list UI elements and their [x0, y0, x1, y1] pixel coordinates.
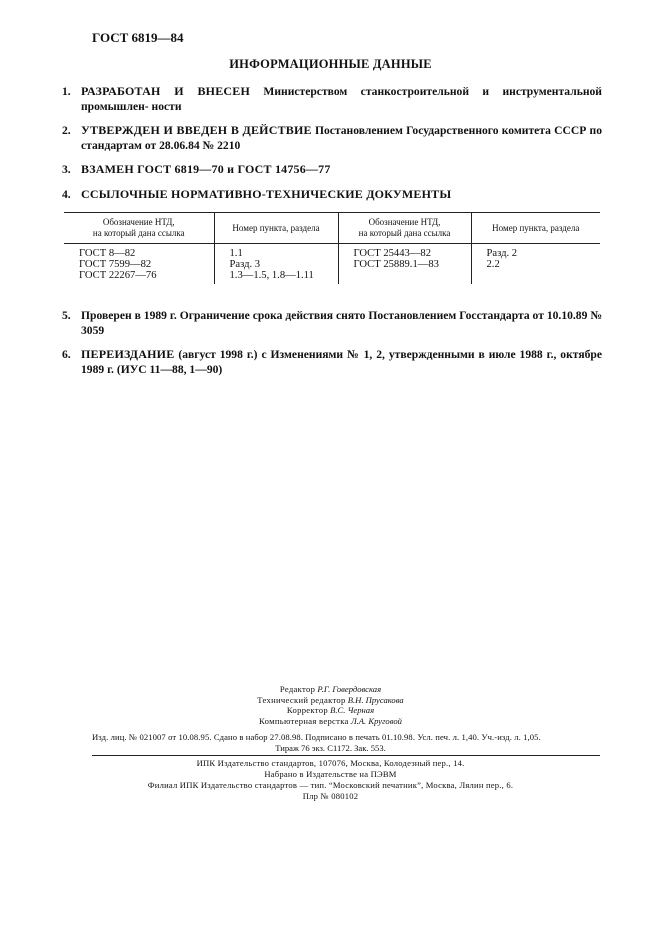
document-ref: ГОСТ 25443—82: [353, 248, 431, 259]
info-item-4: [62, 187, 602, 202]
info-item-2: [62, 123, 602, 153]
header-line: Обозначение НТД,: [368, 217, 441, 227]
reference-documents-table: [64, 212, 600, 284]
publication-details: Изд. лиц. № 021007 от 10.08.95. Сдано в набор 27.08.98. Подписано в печать 01.10.98. Усл. печ. л. 1,40. Уч.-изд. л. 1,05.: [92, 732, 541, 742]
editorial-credits: [0, 684, 661, 726]
column-header-document: [64, 213, 214, 244]
clause-ref: 1.3—1.5, 1.8—1.11: [229, 270, 314, 281]
divider: [92, 755, 600, 756]
info-item-1: [62, 84, 602, 114]
item-number: 1.: [62, 85, 71, 98]
credit-line: [0, 705, 661, 716]
item-lead: ПЕРЕИЗДАНИЕ: [81, 347, 175, 361]
document-ref: ГОСТ 7599—82: [79, 259, 152, 270]
info-item-3: [62, 162, 602, 177]
clause-cell: [471, 244, 600, 285]
header-line: на который дана ссылка: [92, 228, 185, 238]
credit-line: [0, 684, 661, 695]
column-header-clause: Номер пункта, раздела: [214, 213, 338, 244]
info-item-6: [62, 347, 602, 377]
item-text: (август 1998 г.) с Изменениями № 1, 2, утвержденными в июле 1988 г., октябре 1989 г. (ИУС 11—88, 1—90): [81, 348, 602, 376]
header-line: Обозначение НТД,: [102, 217, 175, 227]
item-text: Проверен в 1989 г. Ограничение срока действия снято Постановлением Госстандарта от 10.10.89 № 3059: [81, 309, 602, 337]
item-text: Постановлением Государственного комитета СССР по стандартам от 28.06.84 № 2210: [81, 124, 602, 152]
document-ref: ГОСТ 25889.1—83: [353, 259, 439, 270]
clause-ref: Разд. 2: [486, 248, 518, 259]
item-lead: РАЗРАБОТАН И ВНЕСЕН: [81, 84, 250, 98]
table-row: [64, 244, 600, 285]
credit-person: Л.А. Круговой: [350, 715, 402, 726]
document-ref: ГОСТ 8—82: [79, 248, 136, 259]
item-number: 3.: [62, 163, 71, 176]
header-line: на который дана ссылка: [358, 228, 451, 238]
credit-person: В.С. Черная: [330, 705, 375, 715]
credit-role: Компьютерная верстка: [259, 715, 349, 726]
imprint-line: ИПК Издательство стандартов, 107076, Москва, Колодезный пер., 14.: [196, 758, 465, 768]
credit-line: [0, 716, 661, 727]
column-header-document: [338, 213, 471, 244]
publisher-imprint: [0, 758, 661, 802]
clause-ref: 2.2: [486, 259, 500, 270]
clause-cell: [214, 244, 338, 285]
imprint-line: Плр № 080102: [302, 791, 359, 801]
publication-details-run: Тираж 76 экз. С1172. Зак. 553.: [275, 743, 386, 753]
table-header-row: [64, 213, 600, 244]
item-lead: ВЗАМЕН ГОСТ 6819—70 и ГОСТ 14756—77: [81, 162, 331, 176]
imprint-line: Набрано в Издательстве на ПЭВМ: [264, 769, 397, 779]
item-number: 5.: [62, 309, 71, 322]
credit-line: [0, 695, 661, 706]
credit-person: В.Н. Прусакова: [347, 694, 404, 705]
info-item-5: [62, 308, 602, 338]
credit-person: Р.Г. Говердовская: [317, 684, 382, 694]
document-cell: [64, 244, 214, 285]
item-lead: УТВЕРЖДЕН И ВВЕДЕН В ДЕЙСТВИЕ: [81, 123, 312, 137]
credit-role: Редактор: [279, 684, 316, 694]
page-title: ИНФОРМАЦИОННЫЕ ДАННЫЕ: [229, 57, 432, 71]
item-lead: ССЫЛОЧНЫЕ НОРМАТИВНО-ТЕХНИЧЕСКИЕ ДОКУМЕНТЫ: [81, 187, 452, 201]
document-cell: [338, 244, 471, 285]
item-text: Министерством станкостроительной и инструментальной промышлен- ности: [81, 85, 602, 113]
item-number: 6.: [62, 348, 71, 361]
item-number: 2.: [62, 124, 71, 137]
credit-role: Технический редактор: [257, 694, 346, 705]
document-ref: ГОСТ 22267—76: [79, 270, 157, 281]
imprint-line: Филиал ИПК Издательство стандартов — тип. “Московский печатник”, Москва, Лялин пер., 6.: [147, 780, 514, 790]
clause-ref: 1.1: [229, 248, 243, 259]
item-number: 4.: [62, 188, 71, 201]
credit-role: Корректор: [286, 705, 328, 715]
clause-ref: Разд. 3: [229, 259, 261, 270]
standard-code: ГОСТ 6819—84: [92, 30, 184, 45]
column-header-clause: Номер пункта, раздела: [471, 213, 600, 244]
